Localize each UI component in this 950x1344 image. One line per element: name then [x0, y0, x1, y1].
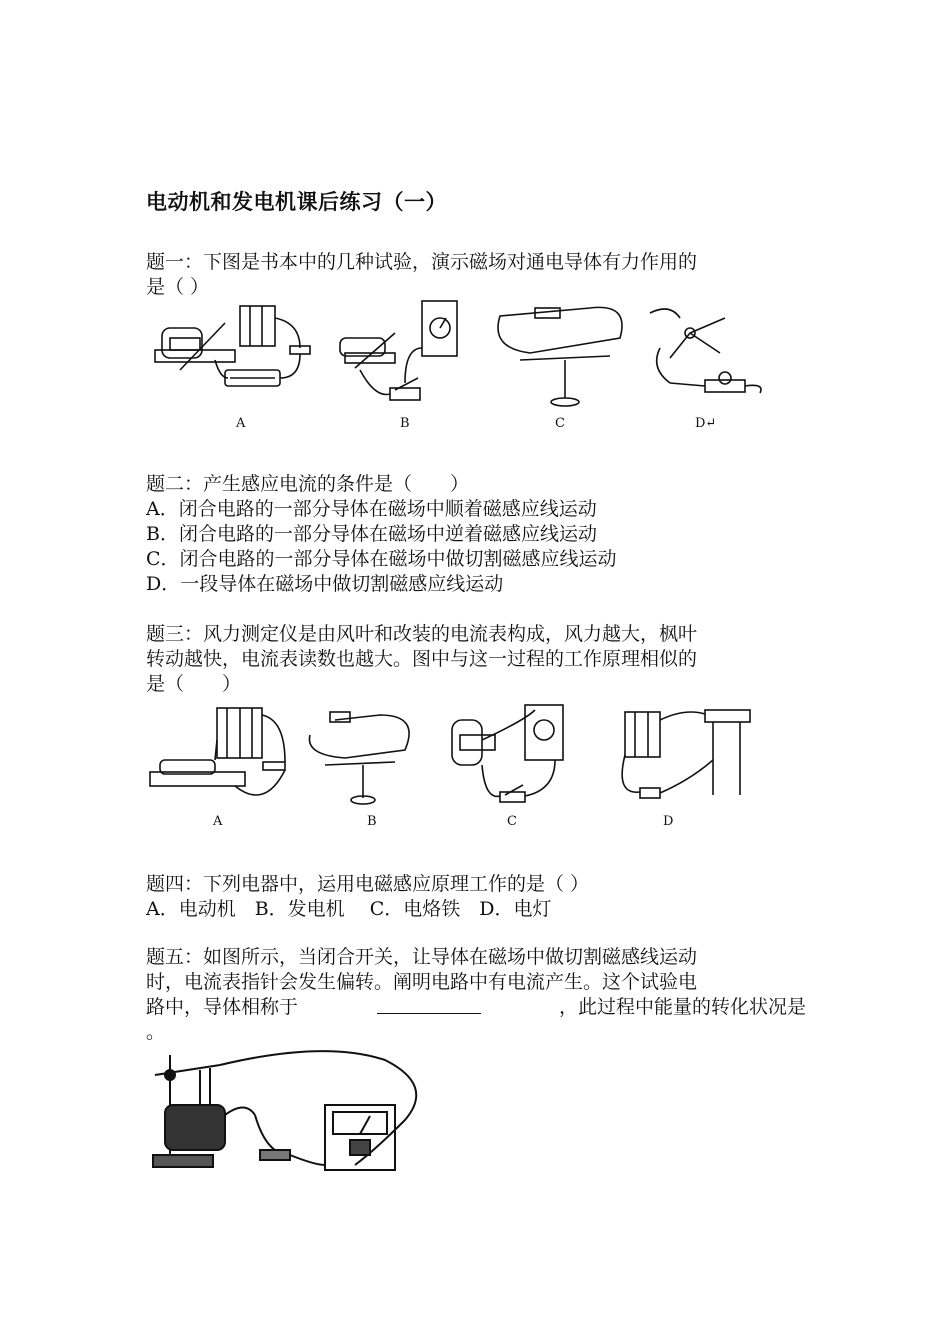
answer-blank[interactable]: [377, 995, 481, 1014]
question-1-figures: [150, 298, 780, 431]
question-5-line3-part-b: ，此过程中能量的转化状况是: [558, 996, 806, 1018]
figure-caption-b: B: [400, 416, 410, 431]
figure-caption-d: D: [663, 814, 674, 829]
question-5-stem-line1: 题五：如图所示，当闭合开关，让导体在磁场中做切割磁感线运动: [146, 946, 698, 968]
question-2-option-a: A．闭合电路的一部分导体在磁场中顺着磁感应线运动: [146, 498, 597, 520]
question-5-stem-line2: 时，电流表指针会发生偏转。阐明电路中有电流产生。这个试验电: [146, 971, 698, 993]
figure-caption-d: D↵: [695, 416, 717, 431]
question-3-stem-line3: 是（ ）: [146, 673, 242, 695]
question-2-option-b: B．闭合电路的一部分导体在磁场中逆着磁感应线运动: [146, 523, 597, 545]
question-4: [146, 872, 806, 922]
question-1-stem-line2: 是（ ）: [146, 276, 210, 298]
question-3: [146, 622, 806, 697]
question-5-figure: [145, 1040, 430, 1175]
question-2: [146, 472, 806, 597]
question-5: [146, 945, 806, 1045]
question-5-stem-line3: [146, 995, 806, 1020]
question-1-stem-line1: 题一：下图是书本中的几种试验，演示磁场对通电导体有力作用的: [146, 251, 698, 273]
question-3-figures: [145, 700, 765, 829]
question-3-stem-line1: 题三：风力测定仪是由风叶和改装的电流表构成，风力越大，枫叶: [146, 623, 698, 645]
figure-caption-a: A: [236, 416, 246, 431]
question-1-diagram: [150, 298, 780, 413]
figure-caption-c: C: [507, 814, 517, 829]
figure-caption-b: B: [367, 814, 377, 829]
question-4-options: A．电动机 B．发电机 C．电烙铁 D．电灯: [146, 898, 552, 920]
question-2-stem: 题二：产生感应电流的条件是（ ）: [146, 473, 470, 495]
question-5-line3-part-a: 路中，导体相称于: [146, 996, 299, 1018]
question-2-option-d: D．一段导体在磁场中做切割磁感应线运动: [146, 573, 504, 595]
question-3-diagram: [145, 700, 765, 812]
question-4-stem: 题四：下列电器中，运用电磁感应原理工作的是（ ）: [146, 873, 590, 895]
question-1: [146, 250, 806, 300]
question-5-stem-line4: 。: [146, 1021, 166, 1043]
question-3-stem-line2: 转动越快，电流表读数也越大。图中与这一过程的工作原理相似的: [146, 648, 698, 670]
question-2-option-c: C．闭合电路的一部分导体在磁场中做切割磁感应线运动: [146, 548, 617, 570]
question-5-diagram: [145, 1040, 430, 1175]
page-title: 电动机和发电机课后练习（一）: [146, 190, 447, 214]
figure-caption-a: A: [213, 814, 223, 829]
figure-caption-c: C: [555, 416, 565, 431]
